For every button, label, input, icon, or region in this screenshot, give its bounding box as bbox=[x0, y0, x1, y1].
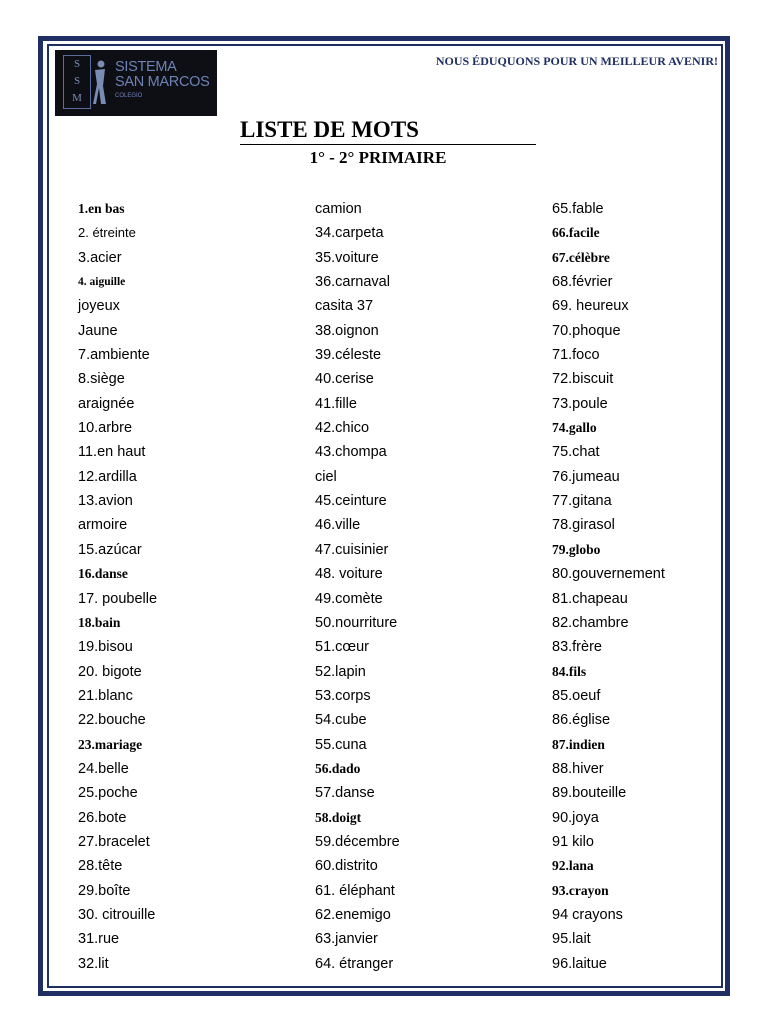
word-item: 41.fille bbox=[315, 395, 357, 412]
word-item: 82.chambre bbox=[552, 614, 629, 631]
word-item: 18.bain bbox=[78, 614, 121, 630]
word-item: 57.danse bbox=[315, 785, 375, 802]
word-item: 35.voiture bbox=[315, 249, 379, 266]
school-motto: NOUS ÉDUQUONS POUR UN MEILLEUR AVENIR! bbox=[435, 54, 718, 68]
word-item: armoire bbox=[78, 517, 128, 534]
word-item: 47.cuisinier bbox=[315, 541, 389, 558]
word-item: 63.janvier bbox=[315, 931, 378, 948]
word-item: 72.biscuit bbox=[552, 371, 614, 388]
logo-line-2: SAN MARCOS bbox=[115, 74, 210, 90]
word-item: 28.tête bbox=[78, 858, 123, 875]
word-item: 46.ville bbox=[315, 517, 361, 534]
word-item: 10.arbre bbox=[78, 420, 133, 437]
word-item: 11.en haut bbox=[78, 444, 146, 461]
word-item: 92.lana bbox=[552, 858, 594, 874]
word-item: 25.poche bbox=[78, 785, 138, 802]
word-item: 27.bracelet bbox=[78, 833, 150, 850]
word-item: 86.église bbox=[552, 712, 611, 729]
word-item: 50.nourriture bbox=[315, 614, 398, 631]
word-item: 3.acier bbox=[78, 249, 122, 266]
word-item: joyeux bbox=[78, 298, 120, 315]
word-column-1 bbox=[78, 197, 157, 976]
word-item: 39.céleste bbox=[315, 347, 382, 364]
word-item: 73.poule bbox=[552, 395, 608, 412]
word-item: 30. citrouille bbox=[78, 906, 156, 923]
word-item: 32.lit bbox=[78, 955, 109, 972]
word-item: 74.gallo bbox=[552, 420, 597, 436]
word-item: 58.doigt bbox=[315, 809, 362, 825]
word-item: 8.siège bbox=[78, 371, 125, 388]
word-item: 43.chompa bbox=[315, 444, 387, 461]
word-item: 23.mariage bbox=[78, 736, 143, 752]
word-item: 60.distrito bbox=[315, 858, 378, 875]
figure-icon bbox=[91, 58, 109, 106]
word-item: 19.bisou bbox=[78, 639, 133, 656]
word-item: 54.cube bbox=[315, 712, 367, 729]
word-item: 68.février bbox=[552, 274, 613, 291]
word-item: 85.oeuf bbox=[552, 687, 601, 704]
word-item: 40.cerise bbox=[315, 371, 374, 388]
logo-subtitle: COLEGIO bbox=[115, 93, 143, 99]
word-item: 76.jumeau bbox=[552, 468, 620, 485]
shield-icon bbox=[63, 55, 91, 109]
word-item: 1.en bas bbox=[78, 201, 125, 216]
word-item: 77.gitana bbox=[552, 493, 612, 510]
word-item: 48. voiture bbox=[315, 566, 383, 583]
word-item: 53.corps bbox=[315, 687, 371, 704]
word-item: 51.cœur bbox=[315, 639, 369, 656]
word-item: 66.facile bbox=[552, 225, 600, 241]
word-item: araignée bbox=[78, 395, 135, 412]
word-item: 64. étranger bbox=[315, 955, 394, 972]
logo-name bbox=[115, 60, 210, 90]
word-item: ciel bbox=[315, 468, 337, 485]
word-item: 83.frère bbox=[552, 639, 602, 656]
word-item: 45.ceinture bbox=[315, 493, 387, 510]
school-logo bbox=[55, 50, 217, 116]
word-item: 81.chapeau bbox=[552, 590, 628, 607]
word-item: 55.cuna bbox=[315, 736, 367, 753]
word-item: 17. poubelle bbox=[78, 590, 158, 607]
word-item: 16.danse bbox=[78, 566, 128, 582]
word-item: 87.indien bbox=[552, 736, 605, 752]
word-item: 4. aiguille bbox=[78, 276, 126, 289]
word-item: 2. étreinte bbox=[78, 225, 136, 241]
word-column-3 bbox=[552, 197, 665, 976]
word-column-2 bbox=[315, 197, 400, 976]
word-item: 62.enemigo bbox=[315, 906, 391, 923]
word-item: camion bbox=[315, 201, 362, 217]
shield-letter: M bbox=[72, 92, 82, 104]
word-item: 93.crayon bbox=[552, 882, 609, 898]
word-item: 61. éléphant bbox=[315, 882, 395, 899]
word-item: Jaune bbox=[78, 322, 118, 339]
word-item: 71.foco bbox=[552, 347, 600, 364]
word-item: 52.lapin bbox=[315, 663, 366, 680]
word-item: 80.gouvernement bbox=[552, 566, 665, 583]
word-item: 89.bouteille bbox=[552, 785, 627, 802]
word-item: 20. bigote bbox=[78, 663, 142, 680]
word-item: 34.carpeta bbox=[315, 225, 384, 242]
word-item: 56.dado bbox=[315, 760, 361, 776]
word-item: 26.bote bbox=[78, 809, 127, 826]
word-item: casita 37 bbox=[315, 298, 374, 315]
word-item: 31.rue bbox=[78, 931, 120, 948]
shield-letter: S bbox=[73, 58, 81, 70]
word-item: 22.bouche bbox=[78, 712, 146, 729]
word-item: 7.ambiente bbox=[78, 347, 150, 364]
word-item: 36.carnaval bbox=[315, 274, 390, 291]
word-item: 67.célèbre bbox=[552, 249, 610, 265]
page-title: LISTE DE MOTS bbox=[240, 117, 536, 145]
word-item: 75.chat bbox=[552, 444, 600, 461]
word-item: 24.belle bbox=[78, 760, 129, 777]
word-item: 21.blanc bbox=[78, 687, 133, 704]
shield-letter: S bbox=[73, 75, 81, 87]
word-item: 96.laitue bbox=[552, 955, 607, 972]
word-item: 65.fable bbox=[552, 201, 604, 217]
word-item: 91 kilo bbox=[552, 833, 594, 850]
word-item: 94 crayons bbox=[552, 906, 623, 923]
word-item: 79.globo bbox=[552, 541, 601, 557]
word-item: 13.avion bbox=[78, 493, 133, 510]
word-item: 84.fils bbox=[552, 663, 587, 679]
word-item: 69. heureux bbox=[552, 298, 629, 315]
word-item: 38.oignon bbox=[315, 322, 379, 339]
word-item: 42.chico bbox=[315, 420, 370, 437]
word-item: 95.lait bbox=[552, 931, 591, 948]
word-item: 88.hiver bbox=[552, 760, 604, 777]
page-subtitle: 1° - 2° PRIMAIRE bbox=[309, 148, 447, 167]
word-item: 15.azúcar bbox=[78, 541, 142, 558]
word-item: 59.décembre bbox=[315, 833, 400, 850]
word-item: 90.joya bbox=[552, 809, 599, 826]
word-item: 49.comète bbox=[315, 590, 383, 607]
word-item: 29.boîte bbox=[78, 882, 131, 899]
word-item: 12.ardilla bbox=[78, 468, 137, 485]
logo-line-1: SISTEMA bbox=[115, 59, 177, 75]
word-item: 78.girasol bbox=[552, 517, 615, 534]
word-item: 70.phoque bbox=[552, 322, 621, 339]
